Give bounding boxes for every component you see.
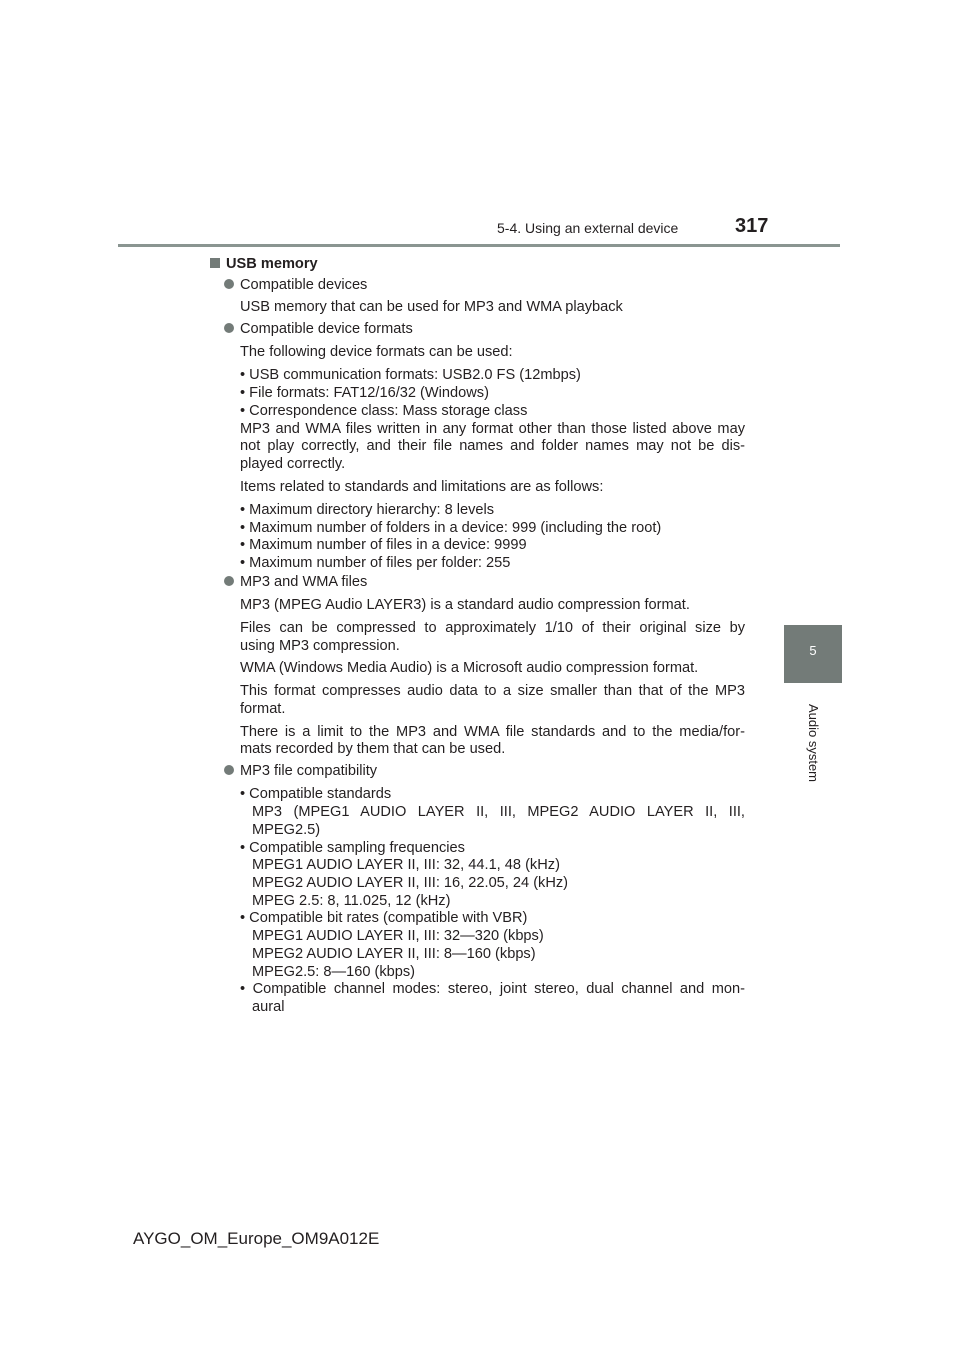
list-item: • Compatible sampling frequencies bbox=[240, 840, 465, 856]
list-item: • Compatible channel modes: stereo, joint stereo, dual channel and mon- bbox=[240, 981, 745, 997]
paragraph: WMA (Windows Media Audio) is a Microsoft audio compression format. bbox=[240, 660, 699, 676]
circle-bullet-icon bbox=[224, 576, 234, 586]
list-subline: MPEG1 AUDIO LAYER II, III: 32—320 (kbps) bbox=[252, 928, 544, 944]
list-subline: MPEG1 AUDIO LAYER II, III: 32, 44.1, 48 (kHz) bbox=[252, 857, 560, 873]
paragraph-line: mats recorded by them that can be used. bbox=[240, 741, 506, 757]
paragraph: USB memory that can be used for MP3 and WMA playback bbox=[240, 299, 623, 315]
footer-doc-id: AYGO_OM_Europe_OM9A012E bbox=[133, 1229, 380, 1248]
list-item: • Maximum number of files per folder: 255 bbox=[240, 555, 511, 571]
list-subline: MPEG2 AUDIO LAYER II, III: 8—160 (kbps) bbox=[252, 946, 536, 962]
paragraph-line: using MP3 compression. bbox=[240, 638, 400, 654]
paragraph-line: format. bbox=[240, 701, 286, 717]
list-subline: MPEG 2.5: 8, 11.025, 12 (kHz) bbox=[252, 893, 451, 909]
list-item: • Compatible standards bbox=[240, 786, 392, 802]
bullet-title: MP3 and WMA files bbox=[240, 574, 368, 590]
paragraph-line: Files can be compressed to approximately 1/10 of their original size by bbox=[240, 620, 745, 636]
list-subline: aural bbox=[252, 999, 285, 1015]
list-item: • File formats: FAT12/16/32 (Windows) bbox=[240, 385, 489, 401]
list-subline: MPEG2.5) bbox=[252, 822, 321, 838]
paragraph: Items related to standards and limitations are as follows: bbox=[240, 479, 604, 495]
bullet-title: Compatible devices bbox=[240, 277, 368, 293]
circle-bullet-icon bbox=[224, 323, 234, 333]
chapter-tab-number: 5 bbox=[809, 643, 817, 658]
list-item: • USB communication formats: USB2.0 FS (12mbps) bbox=[240, 367, 581, 383]
chapter-tab-label: Audio system bbox=[806, 703, 821, 783]
list-subline: MPEG2 AUDIO LAYER II, III: 16, 22.05, 24 (kHz) bbox=[252, 875, 569, 891]
circle-bullet-icon bbox=[224, 765, 234, 775]
list-subline: MPEG2.5: 8—160 (kbps) bbox=[252, 964, 416, 980]
list-item: • Maximum number of files in a device: 9999 bbox=[240, 537, 527, 553]
paragraph-line: not play correctly, and their file names and folder names may not be dis- bbox=[240, 438, 745, 454]
list-item: • Maximum number of folders in a device: 999 (including the root) bbox=[240, 520, 662, 536]
list-subline: MP3 (MPEG1 AUDIO LAYER II, III, MPEG2 AUDIO LAYER II, III, bbox=[252, 804, 745, 820]
paragraph-line: This format compresses audio data to a size smaller than that of the MP3 bbox=[240, 683, 745, 699]
header-section-title: 5-4. Using an external device bbox=[497, 220, 679, 236]
section-heading-text: USB memory bbox=[226, 256, 318, 272]
paragraph-line: played correctly. bbox=[240, 456, 346, 472]
paragraph-line: There is a limit to the MP3 and WMA file standards and to the media/for- bbox=[240, 724, 745, 740]
bullet-title: Compatible device formats bbox=[240, 321, 413, 337]
circle-bullet-icon bbox=[224, 279, 234, 289]
page-number: 317 bbox=[735, 215, 769, 237]
paragraph-line: MP3 and WMA files written in any format other than those listed above may bbox=[240, 421, 745, 437]
bullet-mp3-wma-files bbox=[224, 574, 367, 590]
list-item: • Compatible bit rates (compatible with VBR) bbox=[240, 910, 528, 926]
bullet-device-formats bbox=[224, 321, 413, 337]
square-bullet-icon bbox=[210, 258, 220, 268]
paragraph: The following device formats can be used: bbox=[240, 344, 513, 360]
paragraph: MP3 (MPEG Audio LAYER3) is a standard audio compression format. bbox=[240, 597, 690, 613]
bullet-compatible-devices bbox=[224, 277, 367, 293]
bullet-mp3-compatibility bbox=[224, 763, 377, 779]
section-heading bbox=[210, 256, 318, 272]
bullet-title: MP3 file compatibility bbox=[240, 763, 378, 779]
list-item: • Correspondence class: Mass storage class bbox=[240, 403, 528, 419]
header-rule bbox=[118, 244, 840, 247]
list-item: • Maximum directory hierarchy: 8 levels bbox=[240, 502, 495, 518]
